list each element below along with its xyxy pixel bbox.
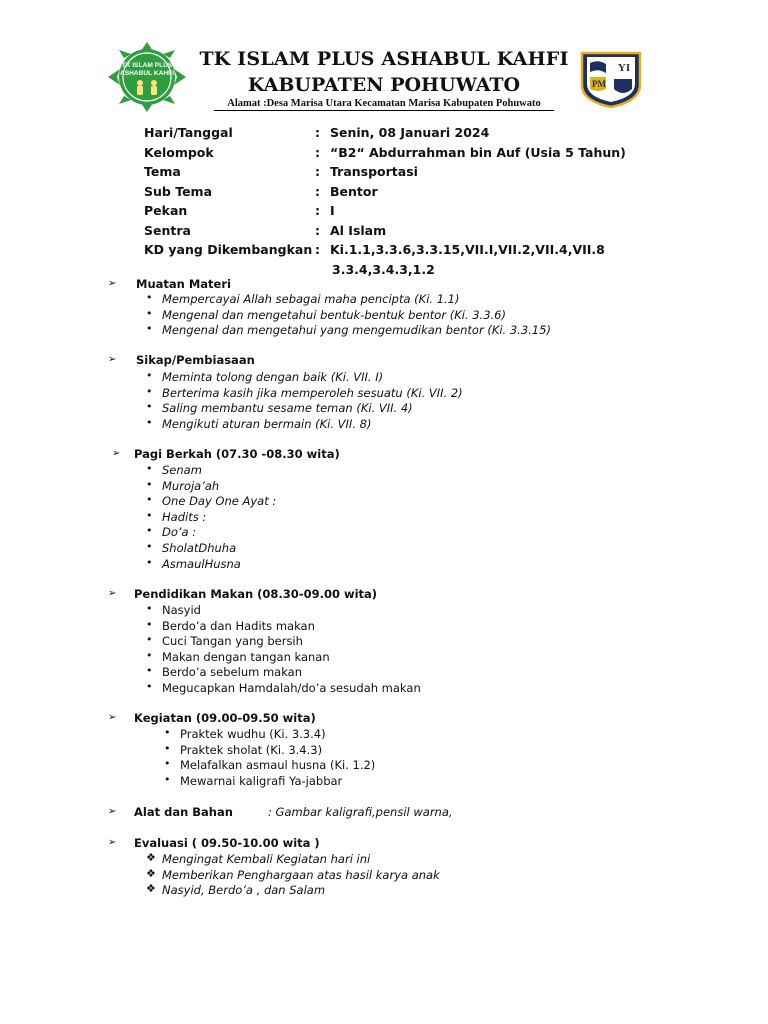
section-title-kegiatan: Kegiatan (09.00-09.50 wita) — [134, 711, 316, 725]
bullet-icon: • — [146, 477, 153, 491]
list-item-text: Berdo’a dan Hadits makan — [162, 618, 315, 633]
list-makan — [146, 602, 421, 697]
info-label: Pekan — [144, 203, 188, 218]
info-value: Al Islam — [330, 222, 387, 238]
info-sep: : — [315, 125, 320, 140]
list-item-text: SholatDhuha — [162, 540, 237, 555]
list-item — [164, 726, 375, 743]
list-item-text: Mewarnai kaligrafi Ya-jabbar — [180, 773, 343, 788]
info-sep: : — [315, 222, 320, 238]
school-logo-right — [578, 49, 644, 109]
list-item-text: Muroja’ah — [162, 478, 220, 493]
bullet-icon: • — [146, 400, 153, 414]
list-item — [146, 400, 463, 417]
bullet-icon: • — [164, 757, 171, 771]
bullet-icon: • — [146, 524, 153, 538]
bullet-icon: • — [164, 741, 171, 755]
info-value-continued: 3.3.4,3.4.3,1.2 — [332, 261, 435, 277]
bullet-icon: • — [146, 369, 153, 382]
info-label: Tema — [144, 164, 181, 179]
list-item — [146, 415, 463, 433]
diamond-bullet-icon: ❖ — [146, 851, 156, 864]
info-value: Bentor — [330, 183, 378, 199]
bullet-icon: • — [146, 508, 153, 522]
list-item — [164, 772, 375, 790]
info-value: I — [330, 203, 335, 218]
bullet-icon: • — [146, 415, 153, 429]
list-item-text: Mengikuti aturan bermain (Ki. VII. 8) — [162, 416, 372, 431]
bullet-icon: • — [146, 679, 153, 693]
info-value: Senin, 08 Januari 2024 — [330, 125, 490, 140]
bullet-icon: • — [146, 633, 153, 647]
school-logo-left — [106, 40, 188, 114]
header-divider — [214, 110, 554, 111]
list-item — [146, 555, 276, 573]
list-item — [146, 664, 421, 681]
info-value: Ki.1.1,3.3.6,3.3.15,VII.I,VII.2,VII.4,VII.8 — [330, 242, 605, 257]
list-sikap — [146, 369, 463, 432]
list-item — [146, 291, 551, 308]
list-item-text: Hadits : — [162, 509, 207, 524]
section-title-makan: Pendidikan Makan (08.30-09.00 wita) — [134, 587, 378, 601]
arrow-icon: ➢ — [108, 278, 117, 289]
list-item-text: Makan dengan tangan kanan — [162, 649, 330, 664]
list-item — [146, 493, 277, 510]
diamond-bullet-icon: ❖ — [146, 882, 156, 896]
bullet-icon: • — [164, 726, 171, 739]
info-label: KD yang Dikembangkan — [144, 242, 313, 257]
list-item — [146, 322, 551, 339]
list-item-text: Megucapkan Hamdalah/do’a sesudah makan — [162, 680, 421, 695]
bullet-icon: • — [146, 291, 153, 304]
list-item — [146, 477, 276, 495]
school-address: Alamat :Desa Marisa Utara Kecamatan Marisa Kabupaten Pohuwato — [227, 98, 541, 109]
list-item-text: Mengenal dan mengetahui yang mengemudikan bentor (Ki. 3.3.15) — [162, 323, 551, 338]
list-kegiatan — [164, 726, 376, 789]
section-title-sikap: Sikap/Pembiasaan — [136, 353, 255, 367]
info-sep: : — [315, 183, 320, 199]
list-item — [146, 602, 421, 619]
bullet-icon: • — [146, 664, 153, 678]
school-name: TK ISLAM PLUS ASHABUL KAHFI — [199, 48, 569, 70]
info-value: Transportasi — [330, 164, 418, 179]
section-title-pagi: Pagi Berkah (07.30 -08.30 wita) — [134, 447, 340, 461]
arrow-icon: ➢ — [112, 448, 121, 459]
arrow-icon: ➢ — [108, 837, 117, 848]
bullet-icon: • — [146, 555, 153, 569]
list-item-text: Praktek wudhu (Ki. 3.3.4) — [180, 727, 326, 741]
list-item-text: Memberikan Penghargaan atas hasil karya anak — [162, 867, 440, 882]
list-item — [146, 369, 463, 386]
info-label: Sub Tema — [144, 183, 213, 199]
list-item-text: Nasyid — [162, 603, 201, 617]
logo-right-text-pm: PM — [592, 79, 606, 89]
list-evaluasi — [146, 851, 440, 899]
bullet-icon: • — [146, 306, 153, 320]
list-item-text: Melafalkan asmaul husna (Ki. 1.2) — [180, 758, 376, 773]
list-item-text: AsmaulHusna — [162, 556, 241, 571]
list-item — [146, 679, 421, 697]
list-item — [164, 741, 375, 759]
section-title-muatan: Muatan Materi — [136, 277, 231, 291]
list-item — [164, 757, 376, 774]
list-item-text: Mengenal dan mengetahui bentuk-bentuk bentor (Ki. 3.3.6) — [162, 307, 506, 322]
logo-left-line2: ASHABUL KAHFI — [119, 70, 175, 77]
list-item — [146, 508, 276, 526]
bullet-icon: • — [146, 322, 153, 336]
bullet-icon: • — [146, 539, 153, 553]
list-item-text: One Day One Ayat : — [162, 494, 277, 509]
list-item-text: Meminta tolong dengan baik (Ki. VII. I) — [162, 370, 384, 384]
list-item-text: Berdo’a sebelum makan — [162, 665, 303, 680]
list-muatan — [146, 291, 551, 339]
list-item-text: Berterima kasih jika memperoleh sesuatu (Ki. VII. 2) — [162, 385, 463, 400]
list-item-text: Saling membantu sesame teman (Ki. VII. 4) — [162, 401, 413, 416]
diamond-bullet-icon: ❖ — [146, 866, 156, 880]
arrow-icon: ➢ — [108, 354, 117, 365]
list-item-text: Senam — [162, 463, 202, 477]
bullet-icon: • — [146, 493, 153, 507]
list-item — [146, 524, 276, 541]
list-item — [146, 617, 421, 635]
list-item — [146, 462, 276, 479]
list-item — [146, 648, 421, 666]
list-item — [146, 633, 421, 650]
info-value: “B2“ Abdurrahman bin Auf (Usia 5 Tahun) — [330, 144, 626, 160]
bullet-icon: • — [146, 462, 153, 475]
list-item — [146, 866, 440, 884]
info-sep: : — [315, 164, 320, 179]
bullet-icon: • — [146, 648, 153, 662]
bullet-icon: • — [146, 602, 153, 615]
info-sep: : — [315, 242, 320, 257]
list-item — [146, 539, 276, 557]
info-label: Sentra — [144, 222, 191, 238]
bullet-icon: • — [146, 384, 153, 398]
bullet-icon: • — [164, 772, 171, 786]
arrow-icon: ➢ — [108, 588, 117, 599]
regency-name: KABUPATEN POHUWATO — [247, 74, 521, 96]
bullet-icon: • — [146, 617, 153, 631]
logo-right-text-yi: YI — [617, 62, 631, 74]
info-sep: : — [315, 203, 320, 218]
list-pagi — [146, 462, 277, 572]
list-item-text: Cuci Tangan yang bersih — [162, 634, 303, 649]
info-sep: : — [315, 144, 320, 160]
arrow-icon: ➢ — [108, 806, 117, 817]
list-item-text: Mengingat Kembali Kegiatan hari ini — [162, 852, 371, 866]
section-title-alat: Alat dan Bahan — [134, 805, 233, 819]
arrow-icon: ➢ — [108, 712, 117, 723]
list-item — [146, 384, 463, 402]
list-item-text: Mempercayai Allah sebagai maha pencipta (Ki. 1.1) — [162, 292, 460, 306]
logo-left-line1: TK ISLAM PLUS — [121, 62, 173, 69]
list-item — [146, 306, 551, 324]
list-item-text: Praktek sholat (Ki. 3.4.3) — [180, 742, 323, 757]
alat-value: : Gambar kaligrafi,pensil warna, — [268, 805, 453, 819]
info-label: Hari/Tanggal — [144, 125, 233, 140]
info-label: Kelompok — [144, 144, 214, 160]
list-item-text: Nasyid, Berdo’a , dan Salam — [162, 883, 326, 898]
list-item-text: Do’a : — [162, 525, 197, 540]
list-item — [146, 851, 440, 868]
section-title-evaluasi: Evaluasi ( 09.50-10.00 wita ) — [134, 836, 320, 850]
list-item — [146, 882, 440, 899]
